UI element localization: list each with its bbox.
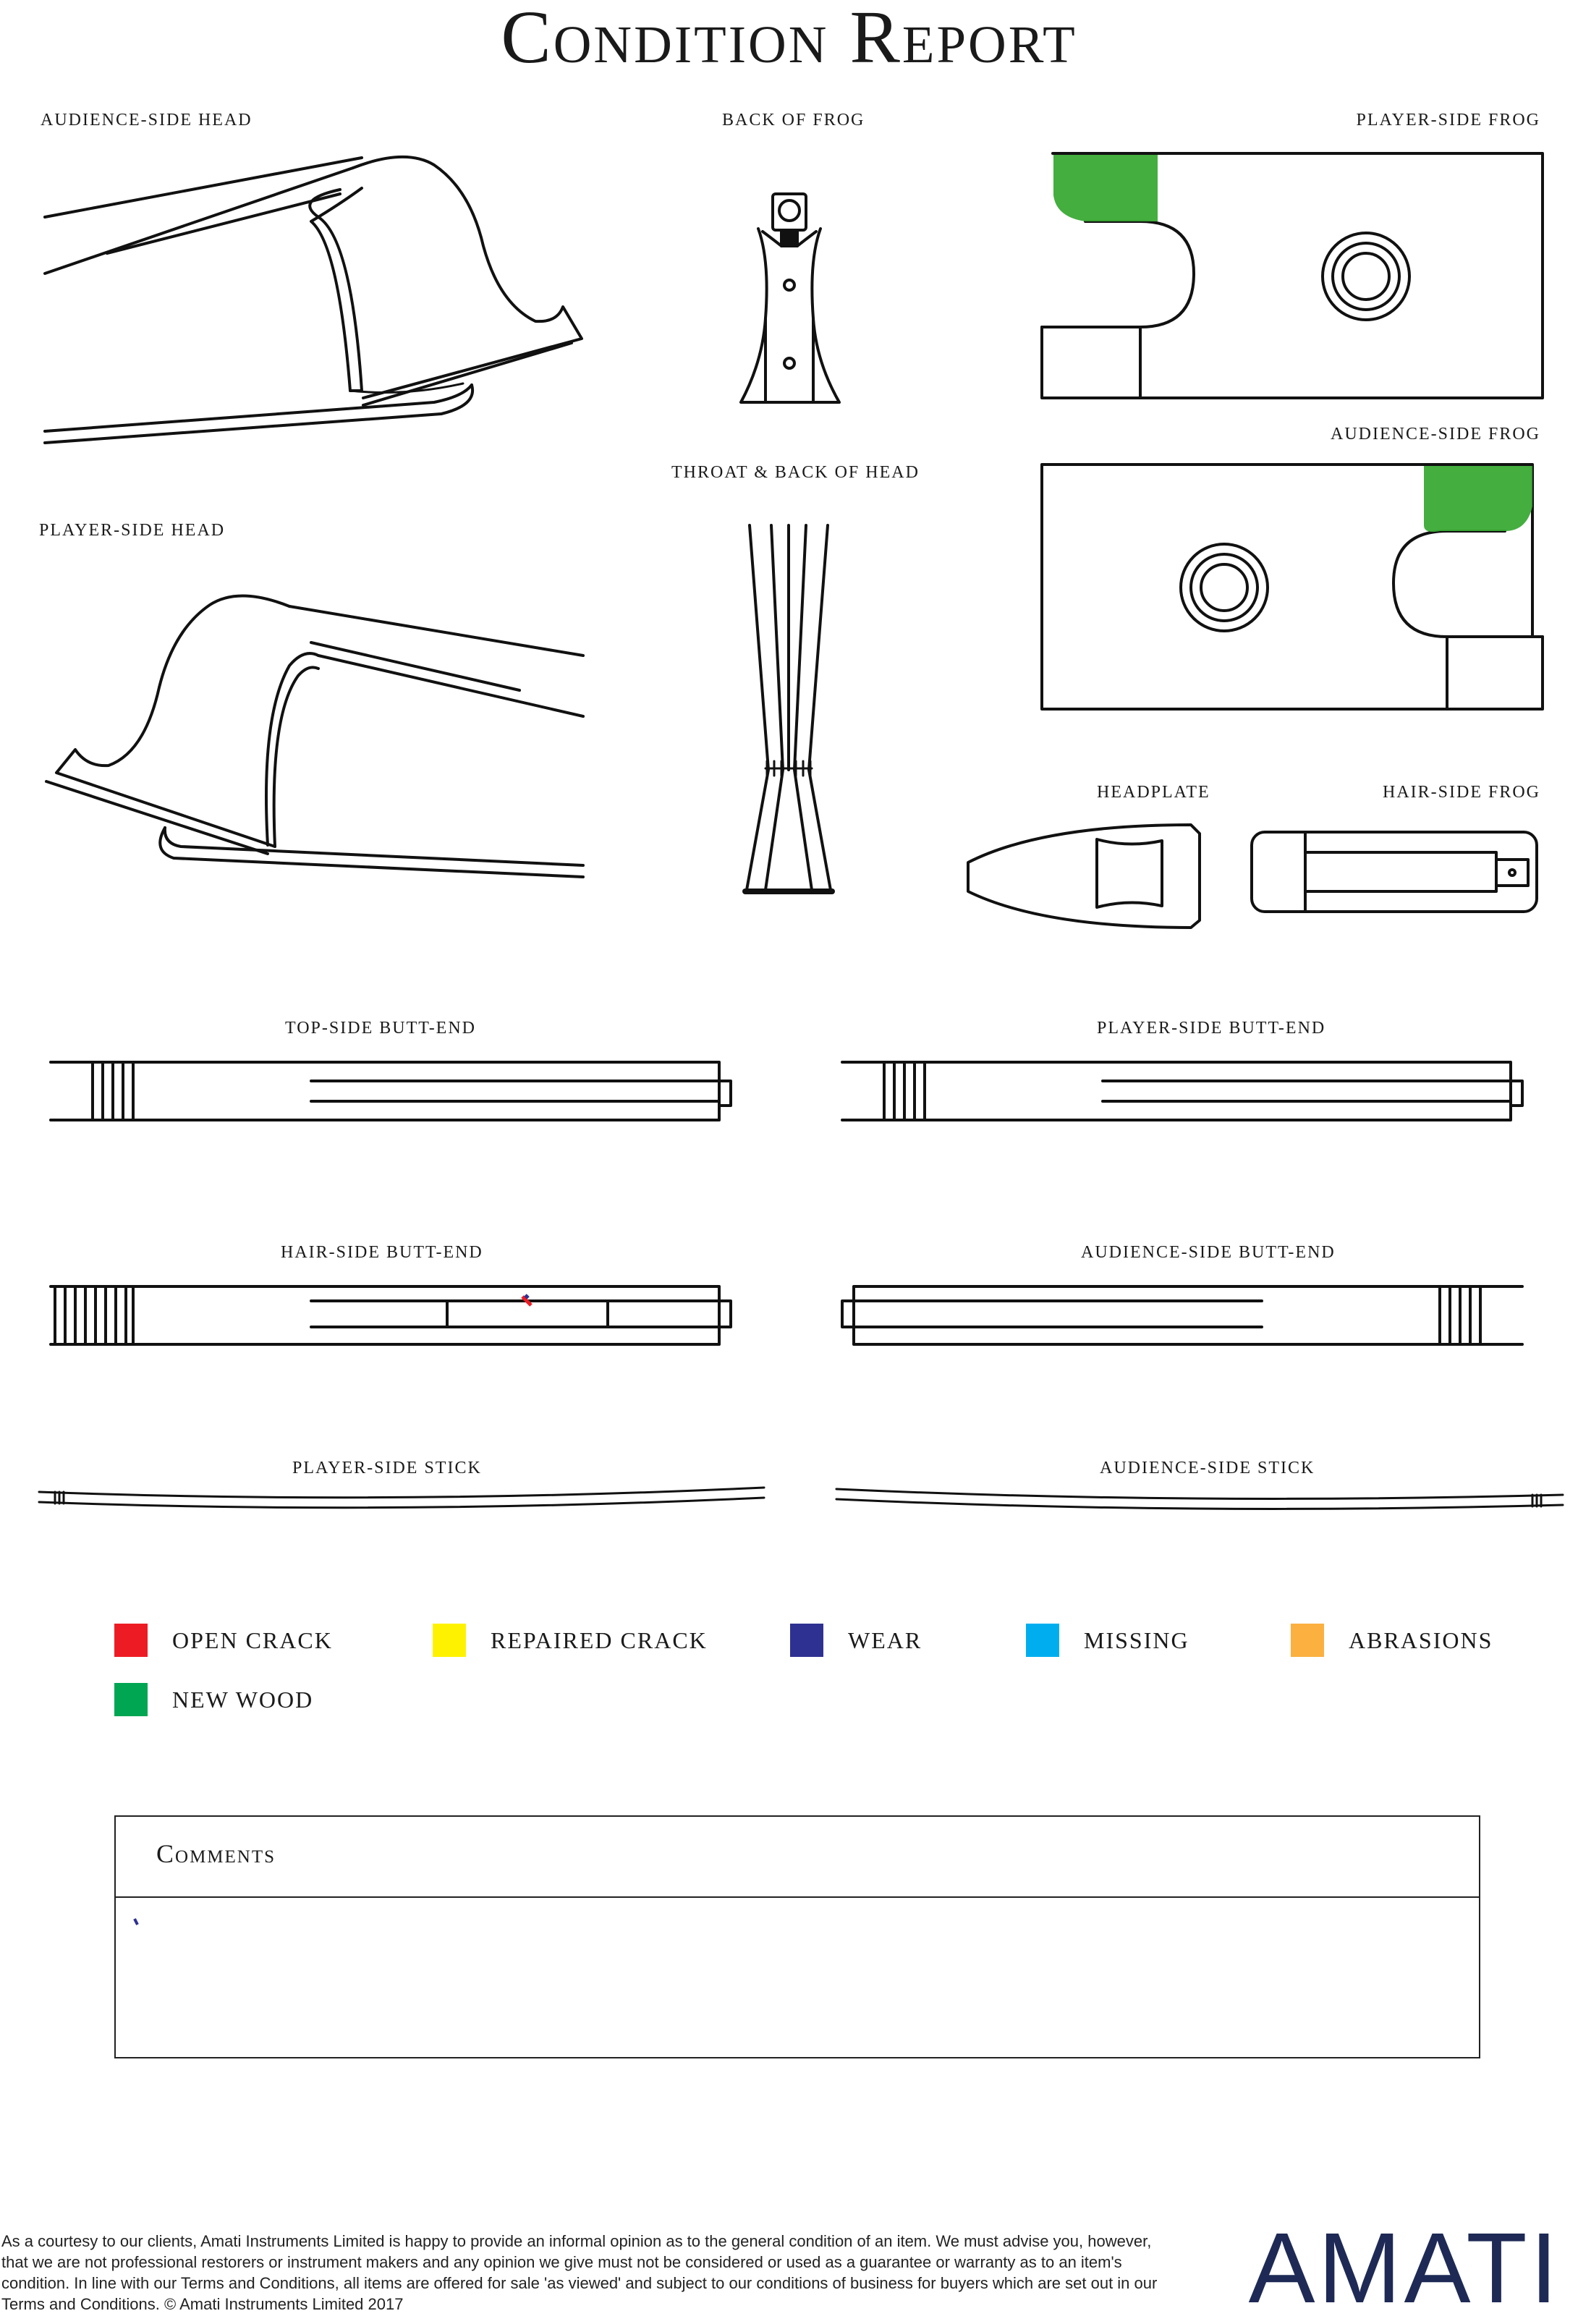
legend-label: MISSING (1084, 1627, 1189, 1653)
legend-item-wear (790, 1624, 922, 1657)
label-back-of-frog: BACK OF FROG (722, 111, 865, 130)
legend-swatch (1026, 1624, 1059, 1657)
headplate-drawing (968, 825, 1200, 928)
label-player-side-head: PLAYER-SIDE HEAD (39, 521, 226, 540)
label-audience-side-frog: AUDIENCE-SIDE FROG (1331, 425, 1540, 444)
legend-swatch (790, 1624, 823, 1657)
throat-back-of-head-drawing (745, 525, 832, 891)
audience-side-butt-end-drawing (842, 1286, 1522, 1344)
legend-label: WEAR (848, 1627, 922, 1653)
label-top-side-butt-end: TOP-SIDE BUTT-END (285, 1019, 477, 1038)
legend-item-abrasions (1291, 1624, 1493, 1657)
top-side-butt-end-drawing (51, 1062, 731, 1120)
legend-label: NEW WOOD (172, 1686, 314, 1713)
label-player-side-stick: PLAYER-SIDE STICK (292, 1459, 482, 1477)
hair-side-butt-end-drawing (51, 1286, 731, 1344)
page-title: Condition Report (501, 0, 1077, 79)
comments-header (116, 1817, 1479, 1898)
label-headplate: HEADPLATE (1097, 783, 1210, 802)
back-of-frog-drawing (741, 194, 839, 402)
legend-label: OPEN CRACK (172, 1627, 333, 1653)
comments-text-area[interactable] (133, 1907, 1462, 2045)
new-wood-marking-player-side-frog (1053, 155, 1158, 221)
amati-logo: AMATI (1248, 2213, 1561, 2324)
label-player-side-butt-end: PLAYER-SIDE BUTT-END (1097, 1019, 1326, 1038)
label-hair-side-butt-end: HAIR-SIDE BUTT-END (281, 1243, 483, 1262)
legend-item-new-wood (114, 1683, 313, 1716)
hair-side-frog-drawing (1252, 832, 1537, 912)
player-side-head-drawing (46, 595, 583, 877)
label-audience-side-butt-end: AUDIENCE-SIDE BUTT-END (1081, 1243, 1336, 1262)
player-side-butt-end-drawing (842, 1062, 1522, 1120)
player-side-stick-drawing (39, 1488, 764, 1508)
audience-side-head-drawing (45, 157, 582, 443)
label-throat-back-of-head: THROAT & BACK OF HEAD (671, 463, 920, 482)
disclaimer-text: As a courtesy to our clients, Amati Instruments Limited is happy to provide an informal opinion as to the general condition of an item. We must advise you, however, that we are not professional restorers or instrument makers and any opinion we give must not be considered or used as a guarantee or warranty as to an item's condition. In line with our Terms and Conditions, all items are offered for sale 'as viewed' and subject to our conditions of business for buyers which are set out in our Terms and Conditions. © Amati Instruments Limited 2017 (1, 2232, 1158, 2313)
legend-swatch (114, 1624, 148, 1657)
label-audience-side-head: AUDIENCE-SIDE HEAD (41, 111, 253, 130)
legend-item-repaired-crack (433, 1624, 708, 1657)
legend-swatch (114, 1683, 148, 1716)
legend-swatch (1291, 1624, 1324, 1657)
comments-title: Comments (156, 1839, 276, 1868)
legend-label: REPAIRED CRACK (491, 1627, 708, 1653)
new-wood-marking-audience-side-frog (1424, 466, 1532, 532)
label-hair-side-frog: HAIR-SIDE FROG (1382, 783, 1540, 802)
legend-item-missing (1026, 1624, 1189, 1657)
comments-box (114, 1815, 1480, 2058)
label-player-side-frog: PLAYER-SIDE FROG (1356, 111, 1540, 130)
audience-side-stick-drawing (836, 1489, 1563, 1509)
legend-swatch (433, 1624, 466, 1657)
label-audience-side-stick: AUDIENCE-SIDE STICK (1100, 1459, 1315, 1477)
wear-marking-hair-side-butt (525, 1295, 528, 1298)
legend-label: ABRASIONS (1349, 1627, 1493, 1653)
legend-item-open-crack (114, 1624, 333, 1657)
